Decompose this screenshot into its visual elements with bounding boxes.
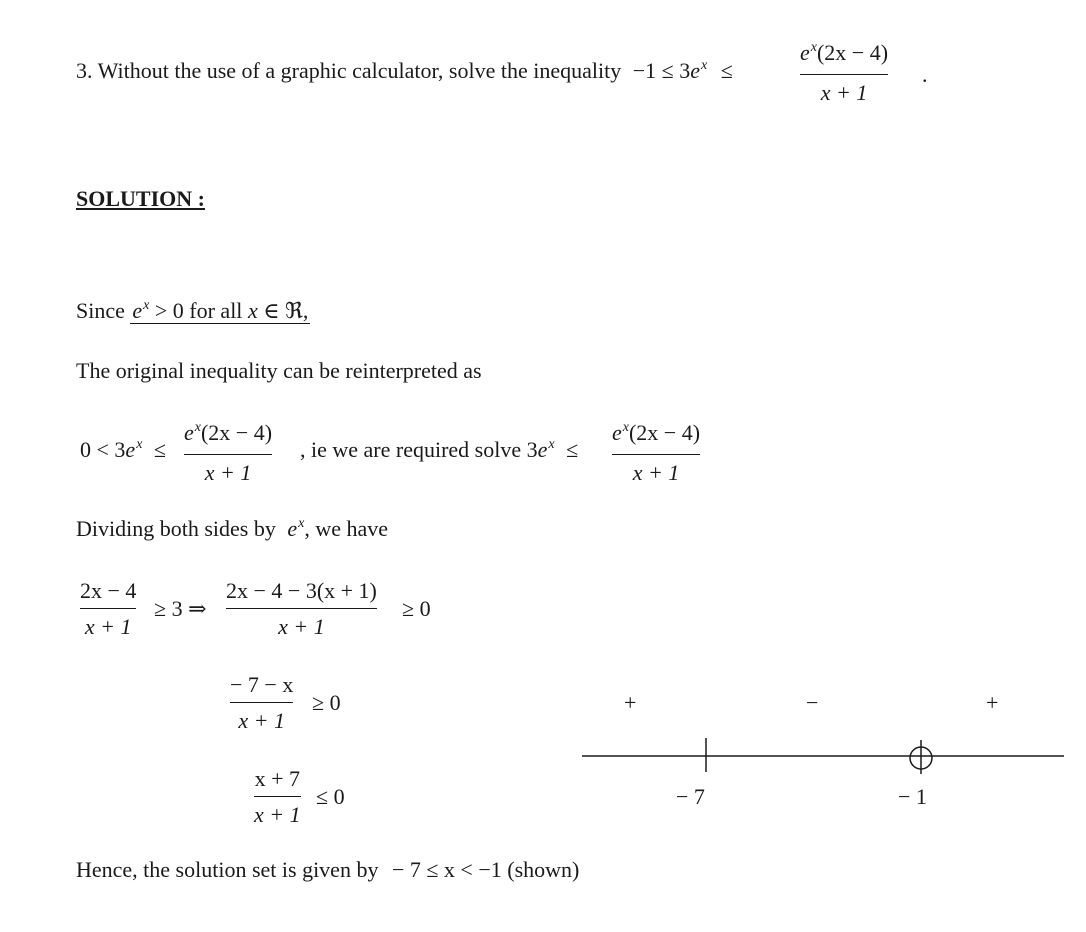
step1-fraction-right: 2x − 4 − 3(x + 1) x + 1 bbox=[226, 578, 377, 639]
question-fraction: $e^x(2x - 4)$ x + 1 bbox=[800, 40, 889, 105]
solution-set: − 7 ≤ x < −1 (shown) bbox=[391, 857, 580, 882]
sign-plus-left: + bbox=[624, 690, 637, 715]
step1-implies: ≥ 3 ⇒ bbox=[154, 596, 207, 621]
step3-fraction: x + 7 x + 1 bbox=[254, 766, 301, 827]
reinterpret-line: The original inequality can be reinterpreted as bbox=[76, 358, 482, 383]
question-line: 3. Without the use of a graphic calculator, solve the inequality $-1 \le 3e^x$ ≤ bbox=[76, 58, 733, 83]
dividing-line: Dividing both sides by $e^x$, we have bbox=[76, 516, 389, 541]
sign-minus-middle: − bbox=[806, 690, 819, 715]
label-minus-1: − 1 bbox=[898, 784, 927, 809]
solution-heading: SOLUTION : bbox=[76, 186, 205, 211]
question-ineq-left: −1 ≤ 3 bbox=[632, 58, 691, 83]
step2-fraction: − 7 − x x + 1 bbox=[230, 672, 294, 733]
question-number: 3. bbox=[76, 58, 93, 83]
inequality-fraction-2: $e^x(2x - 4)$ x + 1 bbox=[612, 420, 701, 485]
step2-tail: ≥ 0 bbox=[312, 690, 341, 715]
inequality-fraction-1: $e^x(2x - 4)$ x + 1 bbox=[184, 420, 273, 485]
label-minus-7: − 7 bbox=[676, 784, 705, 809]
step3-tail: ≤ 0 bbox=[316, 784, 345, 809]
required-solve-text: , ie we are required solve $3e^x$ ≤ bbox=[300, 437, 579, 462]
sign-plus-right: + bbox=[986, 690, 999, 715]
question-period: . bbox=[922, 62, 928, 87]
inequality-0-left: $0 < 3e^x$ ≤ bbox=[80, 437, 166, 462]
question-text: Without the use of a graphic calculator, solve the inequality bbox=[97, 58, 622, 83]
step1-fraction-left: 2x − 4 x + 1 bbox=[80, 578, 137, 639]
since-line: Since $e^x > 0$ for all x ∈ ℜ, bbox=[76, 298, 309, 323]
step1-tail: ≥ 0 bbox=[402, 596, 431, 621]
conclusion-line: Hence, the solution set is given by − 7 ≤ x < −1 (shown) bbox=[76, 857, 580, 882]
